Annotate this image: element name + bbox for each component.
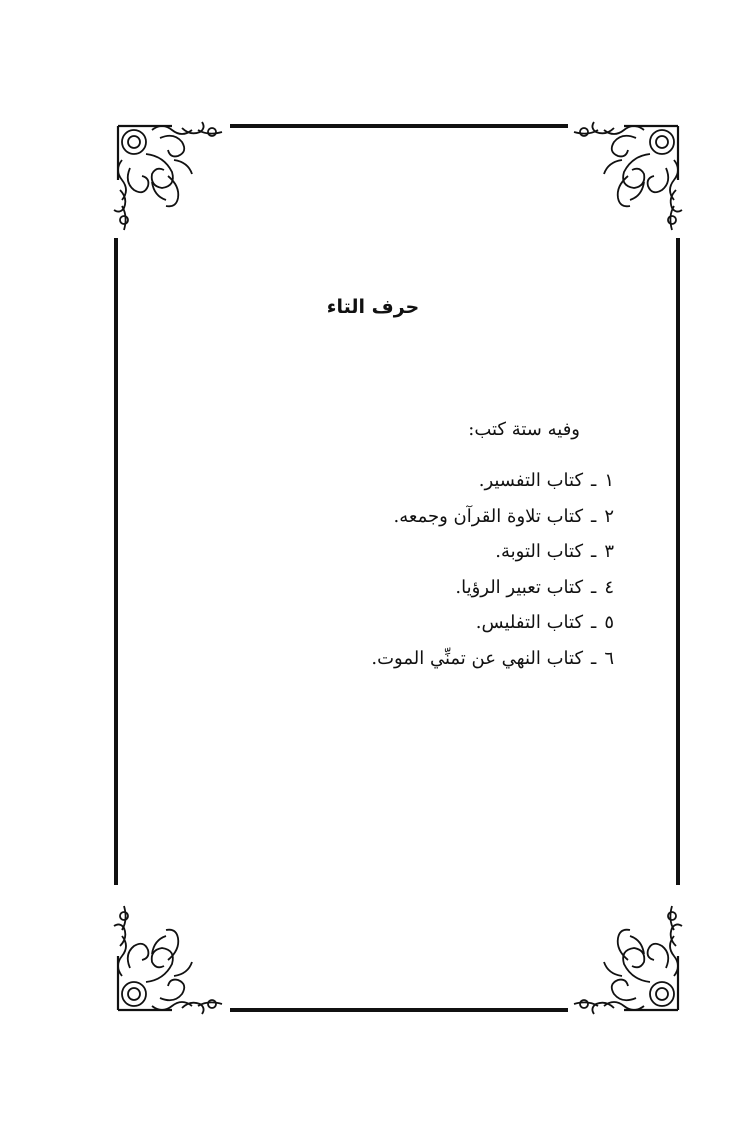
item-number: ٣ <box>604 541 614 562</box>
item-separator: ـ <box>591 576 597 598</box>
item-separator: ـ <box>591 541 597 562</box>
list-item <box>194 534 614 570</box>
item-number: ٢ <box>604 505 614 527</box>
book-list <box>194 463 614 676</box>
item-title: كتاب التفليس. <box>475 612 584 633</box>
list-item <box>194 499 614 535</box>
item-separator: ـ <box>591 612 597 633</box>
item-title: كتاب تعبير الرؤيا. <box>455 576 584 598</box>
list-item <box>194 605 614 641</box>
item-separator: ـ <box>591 470 597 491</box>
page-heading: حرف التاء <box>326 296 420 318</box>
list-item <box>194 570 614 606</box>
item-title: كتاب تلاوة القرآن وجمعه. <box>393 505 584 527</box>
item-separator: ـ <box>591 647 597 669</box>
item-title: كتاب النهي عن تمنِّي الموت. <box>371 647 584 669</box>
item-separator: ـ <box>591 505 597 527</box>
intro-text: وفيه ستة كتب: <box>468 419 580 440</box>
item-number: ٥ <box>604 612 614 633</box>
item-number: ١ <box>604 470 614 491</box>
list-item <box>194 641 614 677</box>
list-item <box>194 463 614 499</box>
book-index <box>194 413 614 676</box>
item-number: ٦ <box>604 647 614 669</box>
item-number: ٤ <box>604 576 614 598</box>
item-title: كتاب التوبة. <box>495 541 584 562</box>
item-title: كتاب التفسير. <box>478 470 584 491</box>
